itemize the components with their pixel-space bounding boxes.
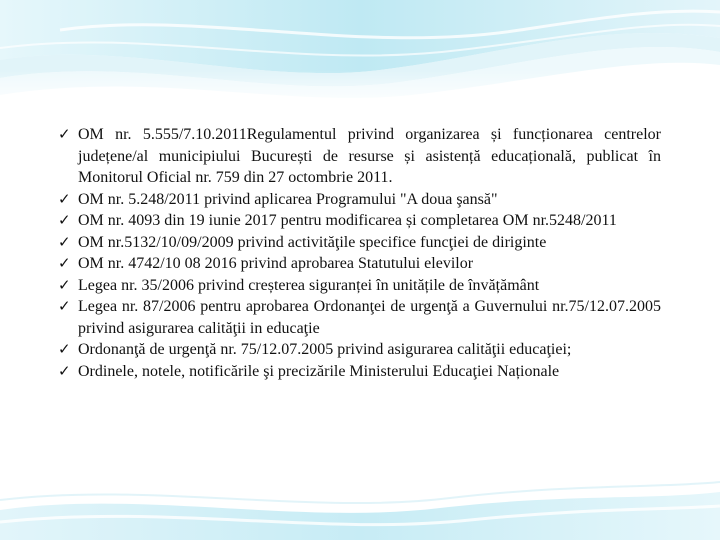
list-item bbox=[58, 232, 661, 254]
checkmark-icon: ✓ bbox=[58, 275, 71, 294]
checkmark-icon: ✓ bbox=[58, 254, 71, 272]
list-item bbox=[58, 361, 661, 383]
checkmark-icon: ✓ bbox=[58, 361, 71, 380]
list-item bbox=[58, 124, 661, 189]
list-item-text: Legea nr. 87/2006 pentru aprobarea Ordonanţei de urgenţă a Guvernului nr.75/12.07.2005 privind asigurarea calităţii in educaţie bbox=[78, 298, 661, 337]
list-item bbox=[58, 296, 661, 339]
checkmark-icon: ✓ bbox=[58, 297, 71, 315]
list-item-text: OM nr. 4742/10 08 2016 privind aprobarea Statutului elevilor bbox=[78, 255, 474, 272]
legislation-list bbox=[58, 124, 661, 382]
list-item-text: OM nr. 5.248/2011 privind aplicarea Programului "A doua şansă" bbox=[78, 190, 498, 208]
list-item-text: OM nr.5132/10/09/2009 privind activităţile specifice funcţiei de diriginte bbox=[78, 233, 547, 251]
top-wave-decoration bbox=[0, 0, 720, 110]
list-item-text: Ordinele, notele, notificările şi precizările Ministerului Educaţiei Naționale bbox=[78, 362, 560, 380]
list-item bbox=[58, 339, 661, 361]
list-item-text: OM nr. 4093 din 19 iunie 2017 pentru modificarea și completarea OM nr.5248/2011 bbox=[78, 212, 617, 229]
checkmark-icon: ✓ bbox=[58, 189, 71, 208]
list-item-text: OM nr. 5.555/7.10.2011Regulamentul privind organizarea și funcționarea centrelor județene/al municipiului București de resurse și asistență educațională, publicat în Monitorul Oficial nr. 759 din 27 octombrie 2011. bbox=[78, 126, 661, 186]
checkmark-icon: ✓ bbox=[58, 125, 71, 143]
list-item bbox=[58, 210, 661, 232]
checkmark-icon: ✓ bbox=[58, 232, 71, 251]
list-item bbox=[58, 275, 661, 297]
list-item bbox=[58, 189, 661, 211]
list-item-text: Legea nr. 35/2006 privind creșterea siguranței în unitățile de învățământ bbox=[78, 276, 540, 294]
bottom-wave-decoration bbox=[0, 470, 720, 540]
list-item-text: Ordonanţă de urgenţă nr. 75/12.07.2005 privind asigurarea calităţii educaţiei; bbox=[78, 341, 572, 358]
checkmark-icon: ✓ bbox=[58, 211, 71, 229]
content-area bbox=[58, 124, 661, 382]
checkmark-icon: ✓ bbox=[58, 340, 71, 358]
list-item bbox=[58, 253, 661, 275]
